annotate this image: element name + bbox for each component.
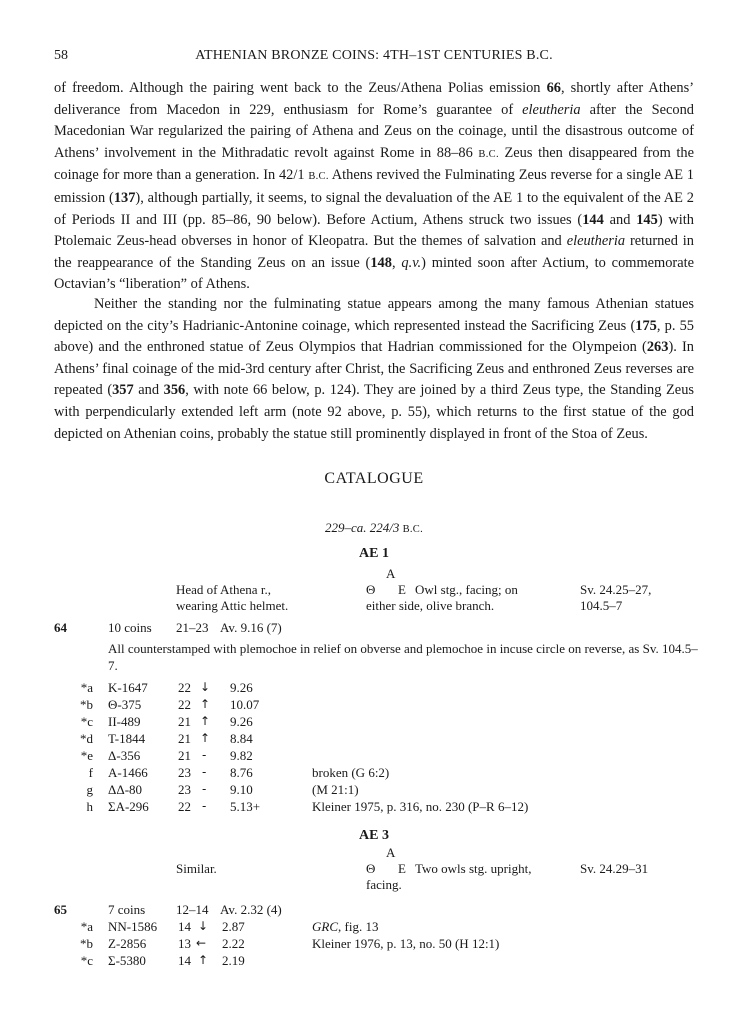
counterstamp-note: All counterstamped with plemochoe in relief on obverse and plemochoe in incuse circle on reverse, as Sv. 104.5–7. — [108, 641, 698, 673]
period-heading — [0, 520, 748, 536]
inventory-number: Σ-5380 — [108, 953, 146, 968]
issue-ref: 263 — [646, 339, 669, 356]
coin-count: 7 coins — [108, 902, 146, 917]
comment: broken (G 6:2) — [312, 765, 390, 780]
issue-ref: 145 — [636, 211, 658, 228]
weight: 9.82 — [230, 748, 253, 763]
diameter: 14 — [178, 953, 191, 968]
row-mark: *d — [80, 731, 93, 746]
reference-line-2: 104.5–7 — [580, 598, 623, 613]
denomination-ae1: AE 1 — [359, 546, 389, 561]
weight: 2.87 — [222, 919, 245, 934]
period-bc: B.C. — [402, 524, 424, 535]
coin-count: 10 coins — [108, 620, 152, 635]
comment-text: , fig. 13 — [338, 919, 379, 934]
issue-ref: 357 — [112, 382, 134, 399]
row-mark: *c — [80, 953, 93, 968]
issue-ref: 175 — [635, 317, 657, 334]
die-axis: ↓ — [198, 919, 209, 933]
legend-left: Θ — [366, 582, 376, 597]
comment-text: Kleiner 1976, p. 13, no. 50 (H 12:1) — [312, 936, 500, 951]
italic-term: eleutheria — [522, 101, 581, 118]
reverse-line-2: facing. — [366, 877, 402, 892]
text-run: , — [391, 254, 402, 271]
issue-number-64: 64 — [54, 620, 67, 635]
die-axis: ↑ — [200, 697, 211, 711]
running-title: ATHENIAN BRONZE COINS: 4TH–1ST CENTURIES B.C. — [195, 48, 553, 63]
row-mark: h — [86, 799, 93, 814]
die-axis: - — [202, 782, 207, 796]
text-run: returned in the reappearance of the Standing Zeus on an issue ( — [54, 233, 694, 271]
issue-ref: 148 — [370, 254, 392, 271]
body-paragraph-2 — [54, 294, 694, 445]
diameter: 22 — [178, 680, 191, 695]
die-axis: - — [202, 748, 207, 762]
text-run: Athens revived the Fulminating Zeus reverse for a single AE 1 emission ( — [54, 167, 694, 206]
inventory-number: ΔΔ-80 — [108, 782, 143, 797]
diameter: 14 — [178, 919, 191, 934]
die-axis: ↑ — [200, 731, 211, 745]
reference-line-1: Sv. 24.29–31 — [580, 861, 649, 876]
weight: 2.19 — [222, 953, 245, 968]
weight: 9.26 — [230, 714, 253, 729]
period-range: 229–ca. 224/3 — [324, 520, 400, 535]
average-weight: Av. 2.32 (4) — [220, 902, 282, 917]
italic-term: q.v. — [401, 254, 422, 271]
text-run: , shortly after Athens’ deliverance from Macedon in 229, enthusiasm for Rome’s guarantee of — [54, 80, 694, 118]
body-paragraph-1 — [54, 78, 694, 296]
diameter: 21 — [178, 714, 191, 729]
comment: (M 21:1) — [312, 782, 359, 797]
text-run: Neither the standing nor the fulminating statue appears among the many famous Athenian statues depicted on the city’s Hadrianic-Antonine coinage, which represented instead the Sacrificing Zeus ( — [54, 296, 694, 334]
page-number: 58 — [54, 48, 68, 63]
inventory-number: ΙΙ-489 — [108, 714, 141, 729]
text-run: of freedom. Although the pairing went back to the Zeus/Athena Polias emission — [54, 80, 547, 96]
weight: 9.10 — [230, 782, 253, 797]
legend-right: E — [398, 861, 406, 876]
die-axis: - — [202, 765, 207, 779]
diameter: 13 — [178, 936, 191, 951]
legend-top: A — [386, 566, 396, 581]
weight: 10.07 — [230, 697, 260, 712]
comment — [312, 936, 499, 952]
text-run: ) minted soon after Actium, to commemorate Octavian’s “liberation” of Athens. — [54, 254, 694, 293]
issue-ref: 66 — [546, 80, 561, 96]
diameter: 23 — [178, 765, 191, 780]
inventory-number: Α-1466 — [108, 765, 148, 780]
inventory-number: K-1647 — [108, 680, 148, 695]
legend-right: E — [398, 582, 406, 597]
denomination-ae3: AE 3 — [359, 828, 389, 843]
row-mark: *b — [80, 697, 93, 712]
inventory-number: ΣΑ-296 — [108, 799, 149, 814]
row-mark: *e — [80, 748, 93, 763]
diameter: 21 — [178, 748, 191, 763]
text-run: , p. 55 above) and the enthroned statue of Zeus Olympios that Hadrian commissioned for the Olympeion ( — [54, 317, 694, 356]
comment — [312, 919, 378, 935]
weight: 9.26 — [230, 680, 253, 695]
comment: Kleiner 1975, p. 316, no. 230 (P–R 6–12) — [312, 799, 529, 814]
average-weight: Av. 9.16 (7) — [220, 620, 282, 635]
running-header — [54, 48, 694, 68]
die-axis: ↓ — [200, 680, 211, 694]
text-run: Zeus then disappeared from the coinage for more than a generation. In 42/1 — [54, 144, 694, 184]
obverse-line-2: wearing Attic helmet. — [176, 598, 289, 613]
weight: 2.22 — [222, 936, 245, 951]
comment-italic: GRC — [312, 919, 338, 934]
inventory-number: Θ-375 — [108, 697, 142, 712]
issue-ref: 144 — [582, 211, 604, 228]
row-mark: g — [86, 782, 93, 797]
text-run: ), although partially, it seems, to signal the devaluation of the AE 1 to the equivalent of the AE 2 of Periods II and III (pp. 85–86, 90 below). Before Actium, Athens struck two issues ( — [54, 189, 694, 228]
inventory-number: NN-1586 — [108, 919, 158, 934]
row-mark: *b — [80, 936, 93, 951]
issue-ref: 356 — [163, 382, 186, 399]
size-range: 12–14 — [176, 902, 209, 917]
inventory-number: Τ-1844 — [108, 731, 146, 746]
diameter: 23 — [178, 782, 191, 797]
text-run: ) with Ptolemaic Zeus-head obverses in honor of Kleopatra. But the themes of salvation and — [54, 211, 694, 250]
legend-left: Θ — [366, 861, 376, 876]
text-run: after the Second Macedonian War regularized the pairing of Athena and Zeus on the coinage, until the disastrous outcome of Athens’ involvement in the Mithradatic revolt against Rome in 88–86 — [54, 101, 694, 161]
catalogue-heading: CATALOGUE — [324, 470, 424, 487]
row-mark: f — [88, 765, 93, 780]
issue-number-65: 65 — [54, 902, 67, 917]
text-run: and — [133, 382, 164, 399]
text-run: and — [603, 211, 637, 228]
legend-top: A — [386, 845, 396, 860]
inventory-number: Δ-356 — [108, 748, 141, 763]
text-run: ). In Athens’ final coinage of the mid-3rd century after Christ, the Sacrificing Zeus and enthroned Zeus reverses are repeated ( — [54, 339, 694, 399]
weight: 8.76 — [230, 765, 253, 780]
reverse-line-1: Owl stg., facing; on — [415, 582, 518, 597]
reverse-line-2: either side, olive branch. — [366, 598, 495, 613]
inventory-number: Z-2856 — [108, 936, 147, 951]
diameter: 21 — [178, 731, 191, 746]
issue-ref: 137 — [113, 189, 136, 206]
reference-line-1: Sv. 24.25–27, — [580, 582, 652, 597]
die-axis: - — [202, 799, 207, 813]
reverse-line-1: Two owls stg. upright, — [415, 861, 532, 876]
diameter: 22 — [178, 799, 191, 814]
obverse-line-1: Head of Athena r., — [176, 582, 271, 597]
weight: 8.84 — [230, 731, 253, 746]
die-axis: ↑ — [200, 714, 211, 728]
die-axis: ← — [196, 936, 207, 950]
die-axis: ↑ — [198, 953, 209, 967]
obverse-line-1: Similar. — [176, 861, 217, 876]
diameter: 22 — [178, 697, 191, 712]
small-caps-bc: B.C. — [308, 171, 329, 183]
row-mark: *a — [80, 680, 93, 695]
italic-term: eleutheria — [566, 233, 626, 250]
small-caps-bc: B.C. — [478, 148, 499, 160]
size-range: 21–23 — [176, 620, 209, 635]
row-mark: *c — [80, 714, 93, 729]
text-run: , with note 66 below, p. 124). They are joined by a third Zeus type, the Standing Zeus with perpendicularly extended left arm (note 92 above, p. 55), which returns to the first statue of the god depicted on Athenian coins, probably the statue still prominently displayed in front of the Stoa of Zeus. — [54, 382, 694, 442]
weight: 5.13+ — [230, 799, 261, 814]
row-mark: *a — [80, 919, 93, 934]
